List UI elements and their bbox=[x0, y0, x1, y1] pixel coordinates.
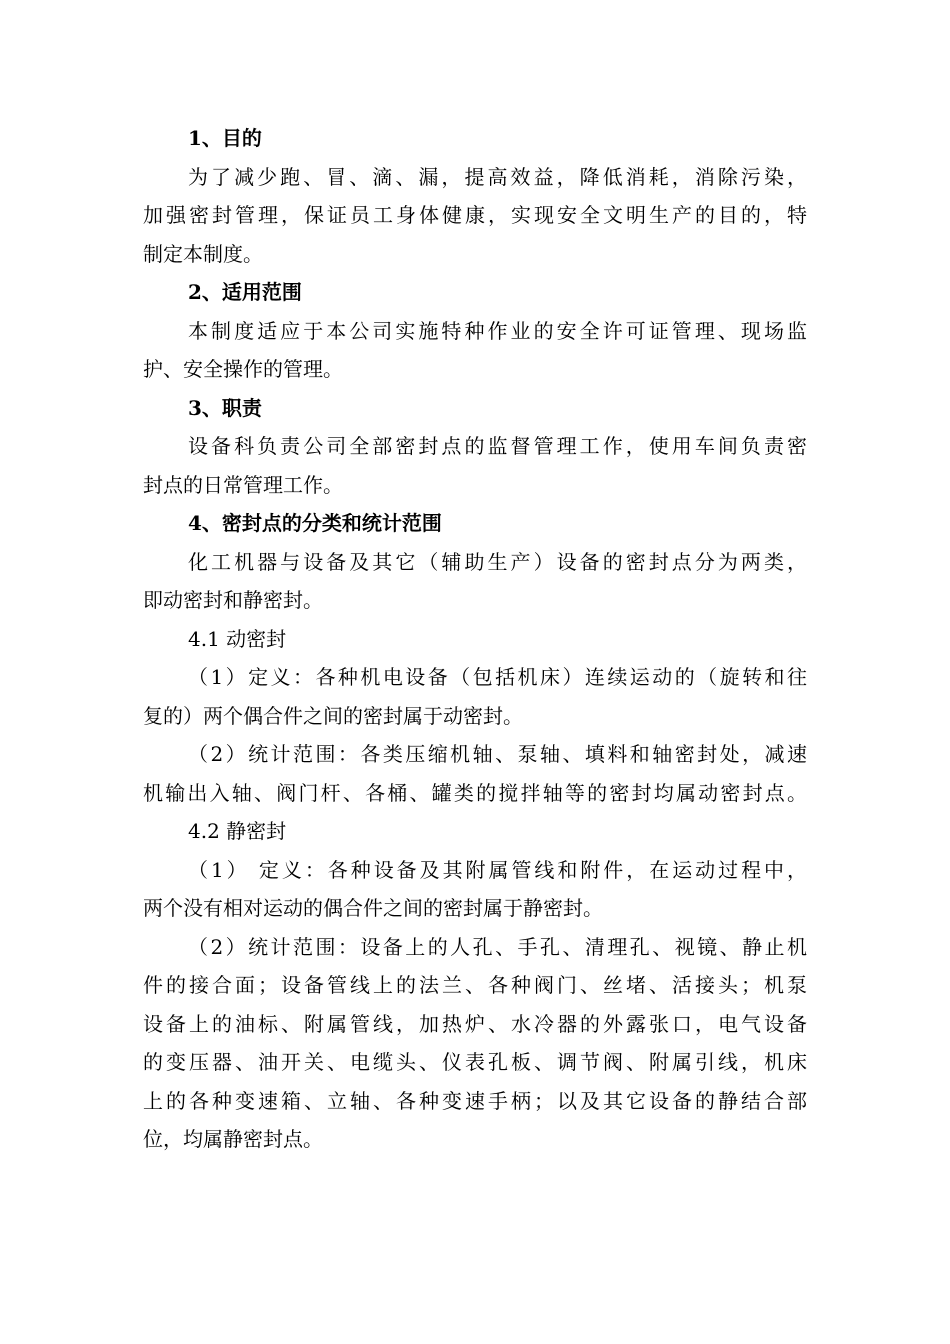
subsection-heading-dynamic-seal: 4.1 动密封 bbox=[188, 626, 287, 651]
paragraph-line: 为了减少跑、冒、滴、漏，提高效益，降低消耗，消除污染， bbox=[188, 164, 807, 189]
paragraph-line: 位，均属静密封点。 bbox=[143, 1127, 323, 1151]
section-heading-scope: 2、适用范围 bbox=[188, 280, 302, 304]
paragraph-line: （1） 定义：各种设备及其附属管线和附件，在运动过程中， bbox=[188, 857, 807, 882]
paragraph-line: 化工机器与设备及其它（辅助生产）设备的密封点分为两类， bbox=[188, 549, 807, 574]
subsection-heading-static-seal: 4.2 静密封 bbox=[188, 819, 287, 843]
document-body bbox=[143, 119, 807, 1159]
paragraph-line: 上的各种变速箱、立轴、各种变速手柄；以及其它设备的静结合部 bbox=[143, 1088, 807, 1113]
paragraph-line: 护、安全操作的管理。 bbox=[143, 357, 343, 381]
paragraph-line: （1）定义：各种机电设备（包括机床）连续运动的（旋转和往 bbox=[188, 665, 807, 689]
paragraph-line: 设备上的油标、附属管线，加热炉、水冷器的外露张口，电气设备 bbox=[143, 1011, 807, 1036]
section-heading-responsibility: 3、职责 bbox=[188, 395, 262, 420]
paragraph-line: 加强密封管理，保证员工身体健康，实现安全文明生产的目的，特 bbox=[143, 203, 807, 227]
paragraph-line: 封点的日常管理工作。 bbox=[143, 472, 343, 497]
paragraph-line: 本制度适应于本公司实施特种作业的安全许可证管理、现场监 bbox=[188, 318, 807, 343]
paragraph-line: 设备科负责公司全部密封点的监督管理工作，使用车间负责密 bbox=[188, 434, 807, 458]
paragraph-line: 两个没有相对运动的偶合件之间的密封属于静密封。 bbox=[143, 896, 603, 920]
section-heading-purpose: 1、目的 bbox=[188, 126, 262, 150]
paragraph-line: 件的接合面；设备管线上的法兰、各种阀门、丝堵、活接头；机泵 bbox=[143, 973, 807, 997]
paragraph-line: 制定本制度。 bbox=[143, 241, 263, 266]
paragraph-line: （2）统计范围：各类压缩机轴、泵轴、填料和轴密封处，减速 bbox=[188, 742, 807, 766]
paragraph-line: 即动密封和静密封。 bbox=[143, 588, 323, 612]
paragraph-line: （2）统计范围：设备上的人孔、手孔、清理孔、视镜、静止机 bbox=[188, 934, 807, 959]
paragraph-line: 的变压器、油开关、电缆头、仪表孔板、调节阀、附属引线，机床 bbox=[143, 1050, 807, 1074]
paragraph-line: 复的）两个偶合件之间的密封属于动密封。 bbox=[143, 703, 523, 728]
section-heading-classification: 4、密封点的分类和统计范围 bbox=[188, 511, 442, 535]
paragraph-line: 机输出入轴、阀门杆、各桶、罐类的搅拌轴等的密封均属动密封点。 bbox=[143, 780, 807, 805]
